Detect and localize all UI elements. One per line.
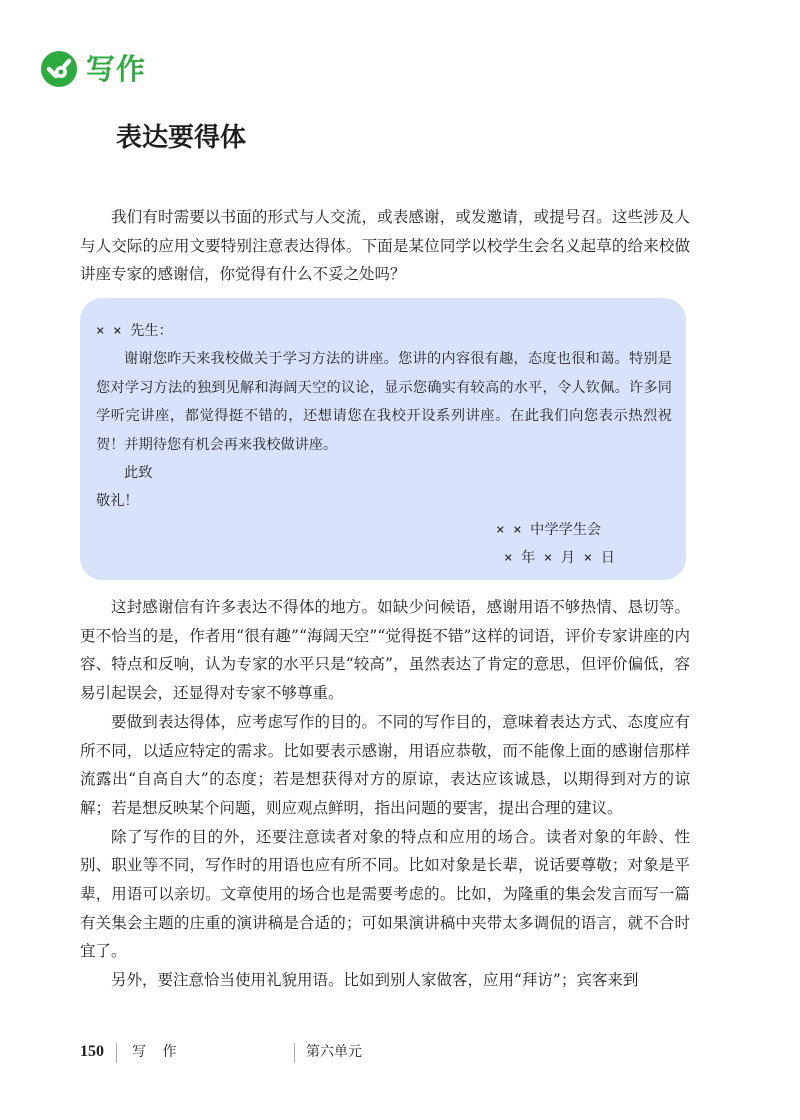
letter-body: 谢谢您昨天来我校做关于学习方法的讲座。您讲的内容很有趣，态度也很和蔼。特别是您对学习方法的独到见解和海阔天空的议论，显示您确实有较高的水平，令人钦佩。许多同学听完讲座，都觉得挺不错的，还想请您在我校开设系列讲座。在此我们向您表示热烈祝贺！并期待您有机会再来我校做讲座。 bbox=[96, 351, 672, 453]
page-number: 150 bbox=[80, 1043, 104, 1060]
footer-unit-label: 第六单元 bbox=[306, 1044, 362, 1060]
letter-date: × 年 × 月 × 日 bbox=[504, 550, 615, 567]
letter-regards: 敬礼！ bbox=[96, 493, 139, 510]
pen-nib-check-icon bbox=[40, 50, 78, 88]
body-paragraph: 另外，要注意恰当使用礼貌用语。比如到别人家做客，应用“拜访”；宾客来到 bbox=[111, 971, 639, 990]
body-paragraph: 这封感谢信有许多表达不得体的地方。如缺少问候语，感谢用语不够热情、恳切等。更不恰当的是，作者用“很有趣”“海阔天空”“觉得挺不错”这样的词语，评价专家讲座的内容、特点和反响，认为专家的水平只是“较高”，虽然表达了肯定的意思，但评价偏低，容易引起误会，还显得对专家不够尊重。 bbox=[80, 598, 690, 703]
section-header: 写作 bbox=[86, 52, 147, 86]
footer-divider bbox=[116, 1043, 117, 1063]
page-title: 表达要得体 bbox=[116, 123, 247, 153]
body-paragraph: 要做到表达得体，应考虑写作的目的。不同的写作目的，意味着表达方式、态度应有所不同，以适应特定的需求。比如要表示感谢，用语应恭敬，而不能像上面的感谢信那样流露出“自高自大”的态度；若是想获得对方的原谅，表达应该诚恳，以期得到对方的谅解；若是想反映某个问题，则应观点鲜明，指出问题的要害，提出合理的建议。 bbox=[80, 712, 690, 817]
letter-closing: 此致 bbox=[124, 465, 153, 482]
letter-salutation: × × 先生： bbox=[96, 323, 173, 339]
footer-section-label: 写 作 bbox=[132, 1044, 183, 1060]
letter-signature: × × 中学学生会 bbox=[496, 521, 602, 538]
body-paragraph: 除了写作的目的外，还要注意读者对象的特点和应用的场合。读者对象的年龄、性别、职业等不同，写作时的用语也应有所不同。比如对象是长辈，说话要尊敬；对象是平辈，用语可以亲切。文章使用的场合也是需要考虑的。比如，为隆重的集会发言而写一篇有关集会主题的庄重的演讲稿是合适的；可如果演讲稿中夹带太多调侃的语言，就不合时宜了。 bbox=[80, 827, 690, 961]
sample-letter bbox=[96, 317, 672, 573]
footer-divider bbox=[294, 1043, 295, 1063]
body-text bbox=[80, 593, 690, 995]
intro-paragraph: 我们有时需要以书面的形式与人交流，或表感谢，或发邀请，或提号召。这些涉及人与人交际的应用文要特别注意表达得体。下面是某位同学以校学生会名义起草的给来校做讲座专家的感谢信，你觉得有什么不妥之处吗？ bbox=[80, 208, 690, 284]
